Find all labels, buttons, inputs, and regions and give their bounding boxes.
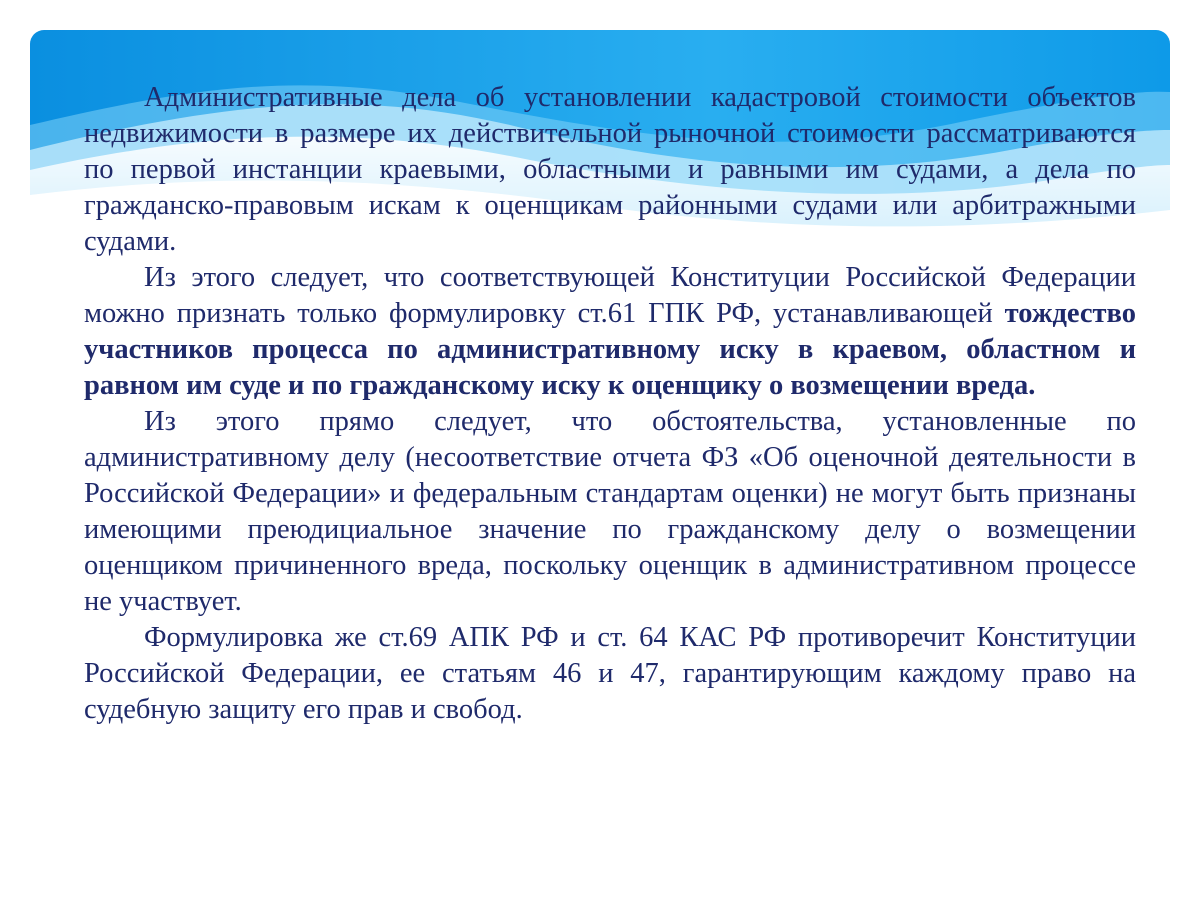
paragraph-4-text: Формулировка же ст.69 АПК РФ и ст. 64 КАС РФ противоречит Конституции Российской Федерации, ее статьям 46 и 47, гарантирующим каждому право на судебную защиту его прав и свобод. [84, 622, 1136, 725]
paragraph-1-text: Административные дела об установлении кадастровой стоимости объектов недвижимости в размере их действительной рыночной стоимости рассматриваются по первой инстанции краевыми, областными и равными им судами, а дела по гражданско-правовым искам к оценщикам районными судами или арбитражными судами. [84, 82, 1136, 257]
paragraph-1 [84, 80, 1136, 260]
paragraph-3-text: Из этого прямо следует, что обстоятельства, установленные по административному делу (несоответствие отчета ФЗ «Об оценочной деятельности в Российской Федерации» и федеральным стандартам оценки) не могут быть признаны имеющими преюдициальное значение по гражданскому делу о возмещении оценщиком причиненного вреда, поскольку оценщик в административном процессе не участвует. [84, 406, 1136, 617]
paragraph-4 [84, 620, 1136, 728]
paragraph-2-text: Из этого следует, что соответствующей Конституции Российской Федерации можно признать только формулировку ст.61 ГПК РФ, устанавливающей [84, 262, 1136, 329]
slide-text-body [84, 80, 1136, 728]
paragraph-2-bold-text: тождество участников процесса по административному иску в краевом, областном и равном им суде и по гражданскому иску к оценщику о возмещении вреда. [84, 298, 1136, 401]
paragraph-2 [84, 260, 1136, 404]
paragraph-3 [84, 404, 1136, 620]
